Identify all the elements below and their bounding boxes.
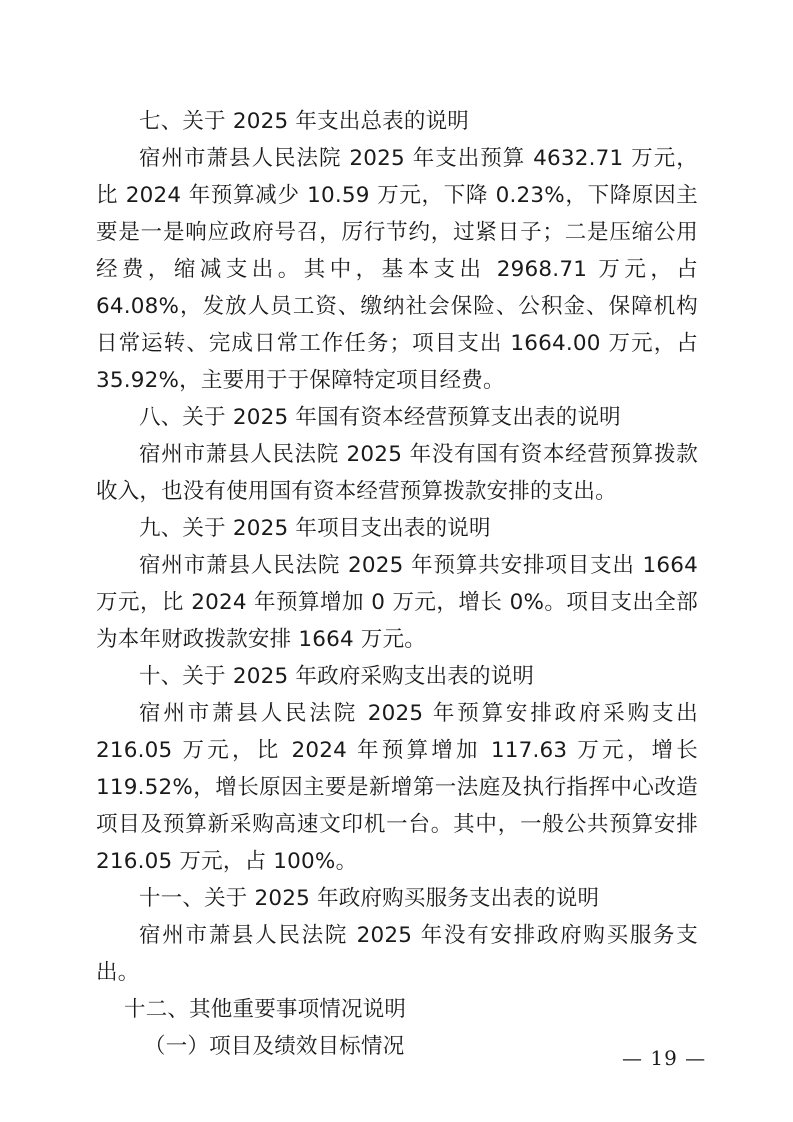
subheading-project-performance: （一）项目及绩效目标情况 <box>144 1034 405 1059</box>
heading-section-11: 十一、关于 2025 年政府购买服务支出表的说明 <box>139 886 600 911</box>
heading-section-10: 十、关于 2025 年政府采购支出表的说明 <box>139 664 535 689</box>
page-number: — 19 — <box>622 1046 707 1070</box>
paragraph-state-capital: 宿州市萧县人民法院 2025 年没有国有资本经营预算拨款收入，也没有使用国有资本经营预算拨款安排的支出。 <box>96 442 698 504</box>
heading-section-12: 十二、其他重要事项情况说明 <box>124 997 407 1022</box>
heading-section-8: 八、关于 2025 年国有资本经营预算支出表的说明 <box>139 405 621 430</box>
heading-section-7: 七、关于 2025 年支出总表的说明 <box>139 109 469 134</box>
page-body <box>96 103 698 1065</box>
paragraph-purchased-services: 宿州市萧县人民法院 2025 年没有安排政府购买服务支出。 <box>96 923 698 985</box>
paragraph-expenditure-summary: 宿州市萧县人民法院 2025 年支出预算 4632.71 万元，比 2024 年预算减少 10.59 万元，下降 0.23%，下降原因主要是一是响应政府号召，厉行节约，过紧日子；二是压缩公用经费，缩减支出。其中，基本支出 2968.71 万元，占 64.08%，发放人员工资、缴纳社会保险、公积金、保障机构日常运转、完成日常工作任务；项目支出 1664.00 万元，占 35.92%，主要用于于保障特定项目经费。 <box>96 146 698 393</box>
paragraph-project-expenditure: 宿州市萧县人民法院 2025 年预算共安排项目支出 1664 万元，比 2024 年预算增加 0 万元，增长 0%。项目支出全部为本年财政拨款安排 1664 万元。 <box>96 553 698 652</box>
paragraph-government-procurement: 宿州市萧县人民法院 2025 年预算安排政府采购支出 216.05 万元，比 2024 年预算增加 117.63 万元，增长 119.52%，增长原因主要是新增第一法庭及执行指挥中心改造项目及预算新采购高速文印机一台。其中，一般公共预算安排 216.05 万元，占 100%。 <box>96 701 698 874</box>
heading-section-9: 九、关于 2025 年项目支出表的说明 <box>139 516 491 541</box>
